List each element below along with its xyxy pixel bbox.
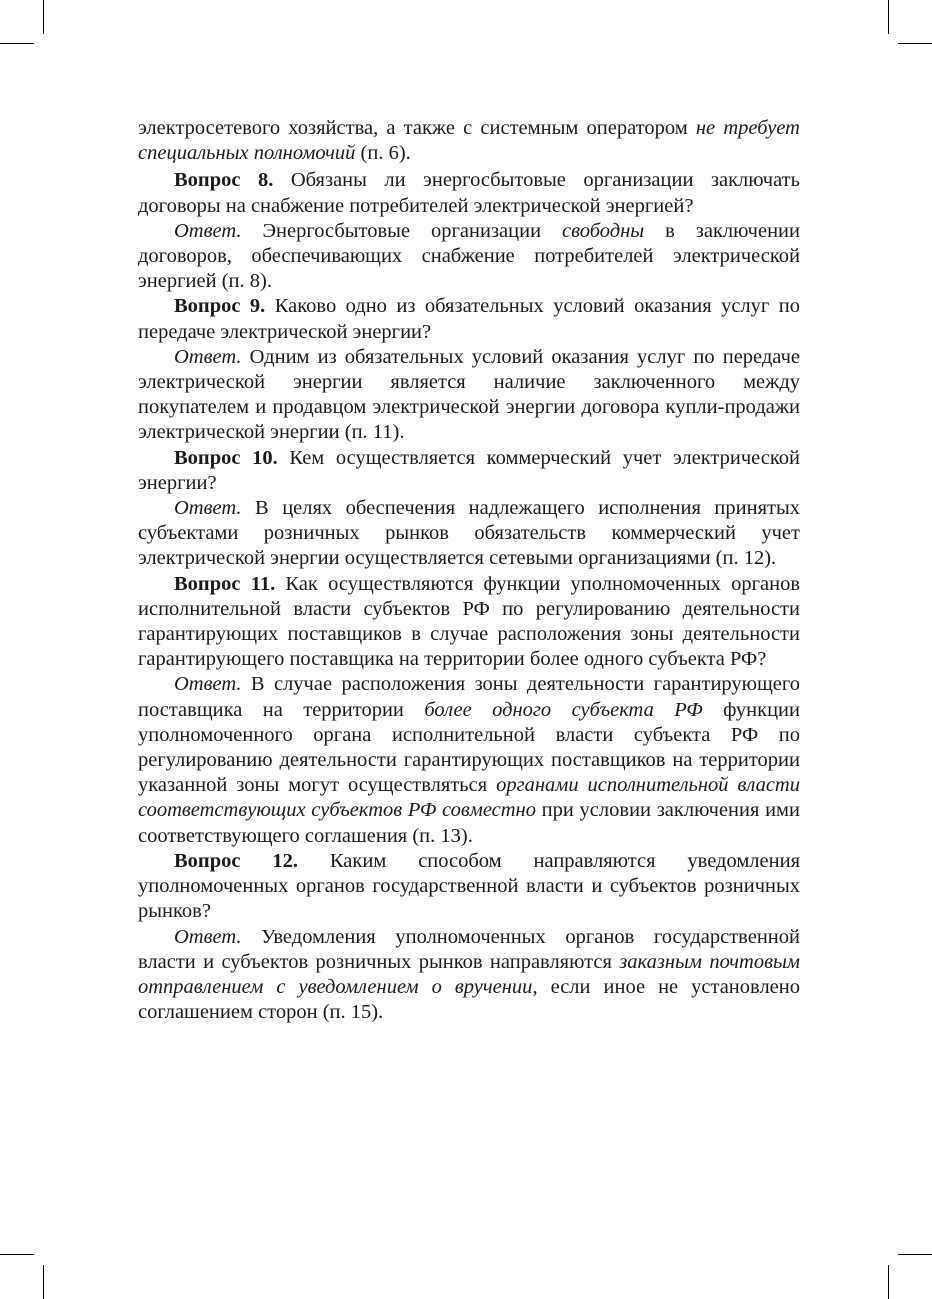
answer-label: Ответ. bbox=[174, 925, 242, 948]
answer-paragraph bbox=[138, 672, 800, 848]
answer-paragraph bbox=[138, 345, 800, 446]
crop-mark-bottom-right-horizontal bbox=[898, 1254, 932, 1255]
question-text: Каково одно из обязательных условий оказания услуг по передаче электрической энергии? bbox=[138, 295, 800, 343]
paragraph-continuation bbox=[138, 116, 800, 166]
text-segment: функции уполномоченного органа исполнительной власти субъекта РФ по регулированию деятельности гарантирующих поставщиков на территории указанной зоны могут осуществляться bbox=[138, 698, 800, 797]
answer-label: Ответ. bbox=[174, 345, 242, 368]
text-segment: Уведомления уполномоченных органов государственной власти и субъектов розничных рынков направляются bbox=[138, 925, 800, 973]
text-segment: В целях обеспечения надлежащего исполнения принятых субъектами розничных рынков обязательств коммерческий учет электрической энергии осуществляется сетевыми организациями (п. 12). bbox=[138, 497, 800, 570]
question-text: Каким способом направляются уведомления уполномоченных органов государственной власти и субъектов розничных рынков? bbox=[138, 849, 800, 923]
text-segment: , если иное не установлено соглашением сторон (п. 15). bbox=[138, 975, 800, 1024]
answer-paragraph bbox=[138, 925, 800, 1026]
question-paragraph bbox=[138, 572, 800, 673]
question-text: Кем осуществляется коммерческий учет электрической энергии? bbox=[138, 446, 800, 494]
emphasis-segment: не требует специальных полномочий bbox=[138, 117, 800, 165]
question-text: Обязаны ли энергосбытовые организации заключать договоры на снабжение потребителей электрической энергией? bbox=[138, 169, 800, 217]
answer-paragraph bbox=[138, 219, 800, 295]
question-paragraph bbox=[138, 446, 800, 496]
emphasis-segment: свободны bbox=[562, 219, 645, 242]
text-segment: (п. 6). bbox=[355, 142, 411, 165]
question-label: Вопрос 8. bbox=[174, 169, 274, 192]
answer-paragraph bbox=[138, 496, 800, 572]
question-text: Как осуществляются функции уполномоченных органов исполнительной власти субъектов РФ по регулированию деятельности гарантирующих поставщиков в случае расположения зоны деятельности гарантирующего поставщика на территории более одного субъекта РФ? bbox=[138, 572, 800, 671]
question-paragraph bbox=[138, 294, 800, 344]
question-label: Вопрос 11. bbox=[174, 572, 276, 595]
crop-mark-top-left-vertical bbox=[43, 0, 44, 34]
text-segment: Энергосбытовые организации bbox=[241, 219, 563, 242]
answer-label: Ответ. bbox=[174, 497, 242, 520]
question-paragraph bbox=[138, 168, 800, 218]
question-paragraph bbox=[138, 849, 800, 925]
emphasis-segment: заказным почтовым отправлением с уведомлением о вручении bbox=[138, 950, 800, 998]
emphasis-segment: органами исполнительной власти соответствующих субъектов РФ совместно bbox=[138, 774, 800, 822]
answer-label: Ответ. bbox=[174, 219, 242, 242]
text-segment: при условии заключения ими соответствующего соглашения (п. 13). bbox=[138, 799, 800, 847]
crop-mark-bottom-left-vertical bbox=[43, 1265, 44, 1299]
text-segment: Одним из обязательных условий оказания услуг по передаче электрической энергии является наличие заключенного между покупателем и продавцом электрической энергии договора купли-продажи электрической энергии (п. 11). bbox=[138, 345, 800, 444]
question-label: Вопрос 12. bbox=[174, 849, 299, 872]
text-segment: В случае расположения зоны деятельности гарантирующего поставщика на территории bbox=[138, 673, 800, 721]
question-label: Вопрос 10. bbox=[174, 446, 278, 469]
question-label: Вопрос 9. bbox=[174, 295, 266, 318]
text-segment: электросетевого хозяйства, а также с системным оператором bbox=[138, 117, 696, 139]
crop-mark-top-right-horizontal bbox=[898, 43, 932, 44]
text-segment: в заключении договоров, обеспечивающих снабжение потребителей электрической энергией (п. 8). bbox=[138, 219, 800, 293]
page-body bbox=[138, 116, 800, 1025]
crop-mark-bottom-right-vertical bbox=[888, 1265, 889, 1299]
crop-mark-top-right-vertical bbox=[888, 0, 889, 34]
crop-mark-top-left-horizontal bbox=[0, 43, 34, 44]
emphasis-segment: более одного субъекта РФ bbox=[424, 698, 703, 721]
answer-label: Ответ. bbox=[174, 673, 242, 696]
crop-mark-bottom-left-horizontal bbox=[0, 1254, 34, 1255]
